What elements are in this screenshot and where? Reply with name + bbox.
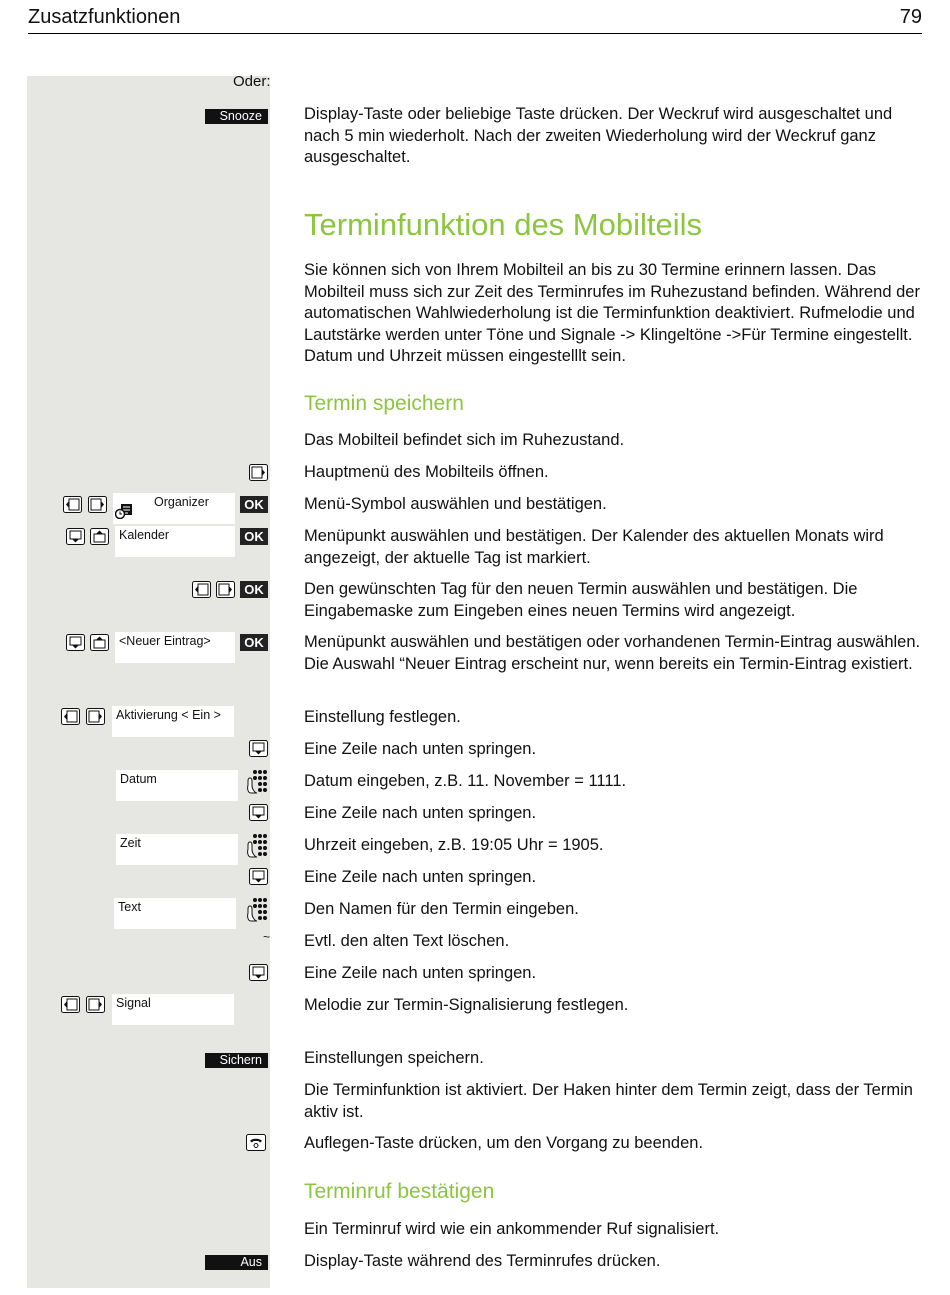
- nav-left-icon: [63, 496, 82, 513]
- step-text: Das Mobilteil befindet sich im Ruhezustand.: [304, 431, 625, 449]
- aus-display-key: Aus: [205, 1255, 268, 1270]
- nav-left-icon: [192, 581, 211, 598]
- nav-down-icon: [249, 868, 268, 885]
- header-rule: [28, 33, 922, 34]
- nav-down-icon: [66, 528, 85, 545]
- kalender-display-box: [115, 526, 235, 557]
- signal-display-box: [112, 994, 234, 1025]
- nav-left-icon: [61, 708, 80, 725]
- step-text: Eine Zeile nach unten springen.: [304, 804, 537, 822]
- nav-right-icon: [88, 496, 107, 513]
- text-label: Text: [118, 900, 141, 914]
- step-text: Menüpunkt auswählen und bestätigen oder vorhandenen Termin-Eintrag auswählen. Die Auswahl “Neuer Eintrag erscheint nur, wenn bereits ein Termin-Eintrag existiert.: [304, 633, 921, 673]
- step-text: Hauptmenü des Mobilteils öffnen.: [304, 463, 549, 481]
- kalender-label: Kalender: [119, 528, 170, 542]
- nav-right-icon: [86, 996, 105, 1013]
- step-text: Evtl. den alten Text löschen.: [304, 932, 510, 950]
- organizer-display-box: [113, 493, 235, 524]
- organizer-icon: [115, 503, 133, 522]
- delete-key-glyph: ~: [263, 930, 271, 944]
- subheading-terminruf-bestaetigen: Terminruf bestätigen: [304, 1180, 495, 1203]
- step-text: Einstellungen speichern.: [304, 1049, 484, 1067]
- step-text: Eine Zeile nach unten springen.: [304, 740, 537, 758]
- zeit-display-box: [116, 834, 238, 865]
- aktivierung-label: Aktivierung < Ein >: [116, 708, 221, 722]
- step-text: Die Terminfunktion ist aktiviert. Der Haken hinter dem Termin zeigt, dass der Termin aktiv ist.: [304, 1081, 913, 1121]
- step-text: Eine Zeile nach unten springen.: [304, 868, 537, 886]
- ok-key: OK: [240, 496, 268, 513]
- datum-display-box: [116, 770, 238, 801]
- running-header-title: Zusatzfunktionen: [28, 6, 181, 28]
- nav-left-icon: [61, 996, 80, 1013]
- step-text: Display-Taste während des Terminrufes drücken.: [304, 1252, 661, 1270]
- oder-label: Oder:: [233, 73, 271, 90]
- text-display-box: [114, 898, 236, 929]
- keypad-icon: [245, 769, 269, 795]
- snooze-paragraph: Display-Taste oder beliebige Taste drücken. Der Weckruf wird ausgeschaltet und nach 5 min wiederholt. Nach der zweiten Wiederholung wird der Weckruf ganz ausgeschaltet.: [304, 105, 893, 166]
- keypad-icon: [245, 897, 269, 923]
- step-text: Ein Terminruf wird wie ein ankommender Ruf signalisiert.: [304, 1220, 720, 1238]
- snooze-display-key: Snooze: [205, 109, 268, 124]
- nav-down-icon: [249, 804, 268, 821]
- nav-down-icon: [249, 740, 268, 757]
- ok-key: OK: [240, 634, 268, 651]
- step-text: Einstellung festlegen.: [304, 708, 461, 726]
- step-text: Den Namen für den Termin eingeben.: [304, 900, 579, 918]
- nav-down-icon: [249, 964, 268, 981]
- step-text: Menü-Symbol auswählen und bestätigen.: [304, 495, 607, 513]
- signal-label: Signal: [116, 996, 151, 1010]
- nav-right-icon: [216, 581, 235, 598]
- organizer-label: Organizer: [154, 495, 209, 509]
- margin-sidebar: [27, 76, 270, 1288]
- zeit-label: Zeit: [120, 836, 141, 850]
- ok-key: OK: [240, 581, 268, 598]
- keypad-icon: [245, 833, 269, 859]
- step-text: Datum eingeben, z.B. 11. November = 1111.: [304, 772, 627, 790]
- subheading-termin-speichern: Termin speichern: [304, 392, 464, 415]
- page-number: 79: [899, 6, 922, 28]
- ok-key: OK: [240, 528, 268, 545]
- step-text: Melodie zur Termin-Signalisierung festlegen.: [304, 996, 629, 1014]
- datum-label: Datum: [120, 772, 157, 786]
- intro-paragraph: Sie können sich von Ihrem Mobilteil an bis zu 30 Termine erinnern lassen. Das Mobilteil muss sich zur Zeit des Terminrufes im Ruhezustand befinden. Während der automatischen Wahlwiederholung ist die Terminfunktion deaktiviert. Rufmelodie und Lautstärke werden unter Töne und Signale -> Klingeltöne ->Für Termine eingestellt. Datum und Uhrzeit müssen eingestelllt sein.: [304, 261, 920, 365]
- neuer-eintrag-label: <Neuer Eintrag>: [119, 634, 211, 648]
- neuer-eintrag-display-box: [115, 632, 235, 663]
- section-heading: Terminfunktion des Mobilteils: [304, 207, 703, 242]
- nav-down-icon: [66, 634, 85, 651]
- aktivierung-display-box: [112, 706, 234, 737]
- step-text: Uhrzeit eingeben, z.B. 19:05 Uhr = 1905.: [304, 836, 604, 854]
- end-call-key-icon: [246, 1134, 266, 1151]
- step-text: Auflegen-Taste drücken, um den Vorgang zu beenden.: [304, 1134, 704, 1152]
- nav-right-icon: [249, 464, 268, 481]
- sichern-display-key: Sichern: [205, 1053, 268, 1068]
- step-text: Menüpunkt auswählen und bestätigen. Der Kalender des aktuellen Monats wird angezeigt, der aktuelle Tag ist markiert.: [304, 527, 884, 567]
- nav-right-icon: [86, 708, 105, 725]
- nav-up-icon: [90, 634, 109, 651]
- nav-up-icon: [90, 528, 109, 545]
- step-text: Den gewünschten Tag für den neuen Termin auswählen und bestätigen. Die Eingabemaske zum Eingeben eines neuen Termins wird angezeigt.: [304, 580, 858, 620]
- step-text: Eine Zeile nach unten springen.: [304, 964, 537, 982]
